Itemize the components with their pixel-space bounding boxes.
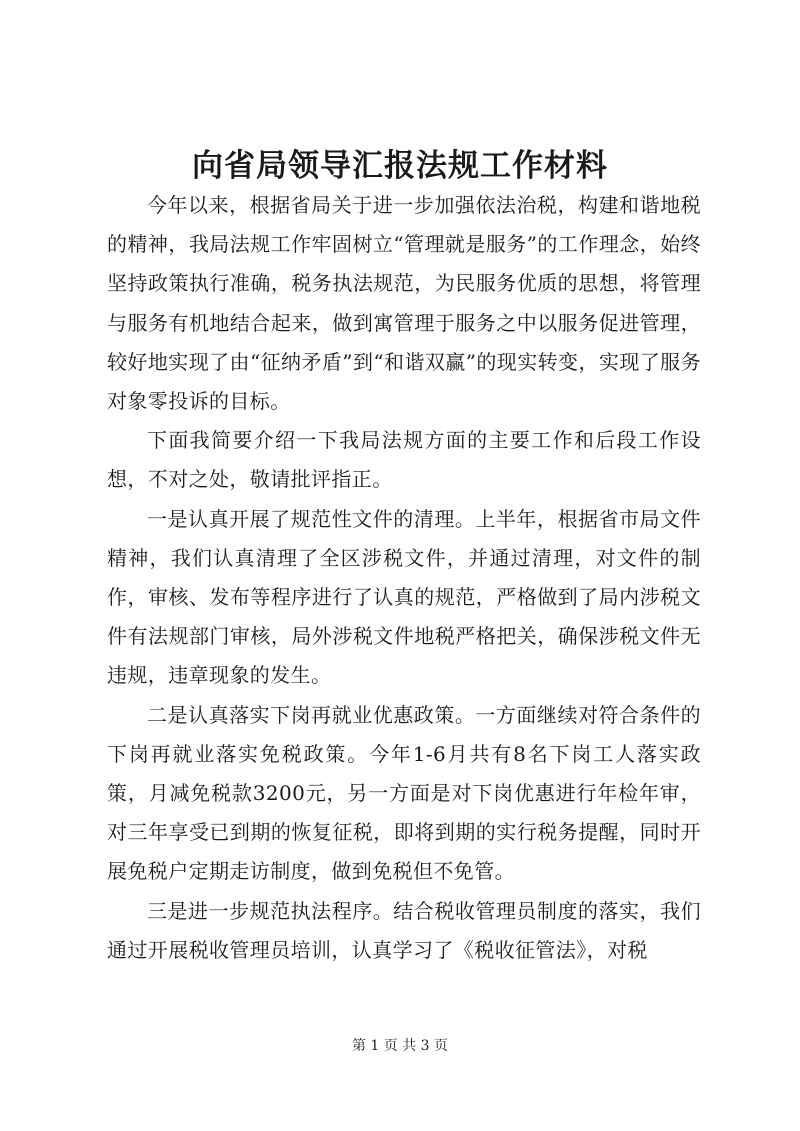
paragraph-item-3: 三是进一步规范执法程序。结合税收管理员制度的落实，我们通过开展税收管理员培训，认真学习了《税收征管法》，对税 <box>107 898 701 962</box>
document-title: 向省局领导汇报法规工作材料 <box>192 148 608 184</box>
paragraph-item-1: 一是认真开展了规范性文件的清理。上半年，根据省市局文件精神，我们认真清理了全区涉税文件，并通过清理，对文件的制作，审核、发布等程序进行了认真的规范，严格做到了局内涉税文件有法规部门审核，局外涉税文件地税严格把关，确保涉税文件无违规，违章现象的发生。 <box>107 506 701 688</box>
paragraph-overview: 下面我简要介绍一下我局法规方面的主要工作和后段工作设想，不对之处，敬请批评指正。 <box>107 428 701 492</box>
page-footer: 第 1 页 共 3 页 <box>351 1038 449 1054</box>
document-body <box>107 186 701 970</box>
paragraph-item-2: 二是认真落实下岗再就业优惠政策。一方面继续对符合条件的下岗再就业落实免税政策。今年1-6月共有8名下岗工人落实政策，月减免税款3200元，另一方面是对下岗优惠进行年检年审，对三年享受已到期的恢复征税，即将到期的实行税务提醒，同时开展免税户定期走访制度，做到免税但不免管。 <box>107 702 701 884</box>
paragraph-intro: 今年以来，根据省局关于进一步加强依法治税，构建和谐地税的精神，我局法规工作牢固树立“管理就是服务”的工作理念，始终坚持政策执行准确，税务执法规范，为民服务优质的思想，将管理与服务有机地结合起来，做到寓管理于服务之中以服务促进管理，较好地实现了由“征纳矛盾”到“和谐双赢”的现实转变，实现了服务对象零投诉的目标。 <box>107 193 701 414</box>
